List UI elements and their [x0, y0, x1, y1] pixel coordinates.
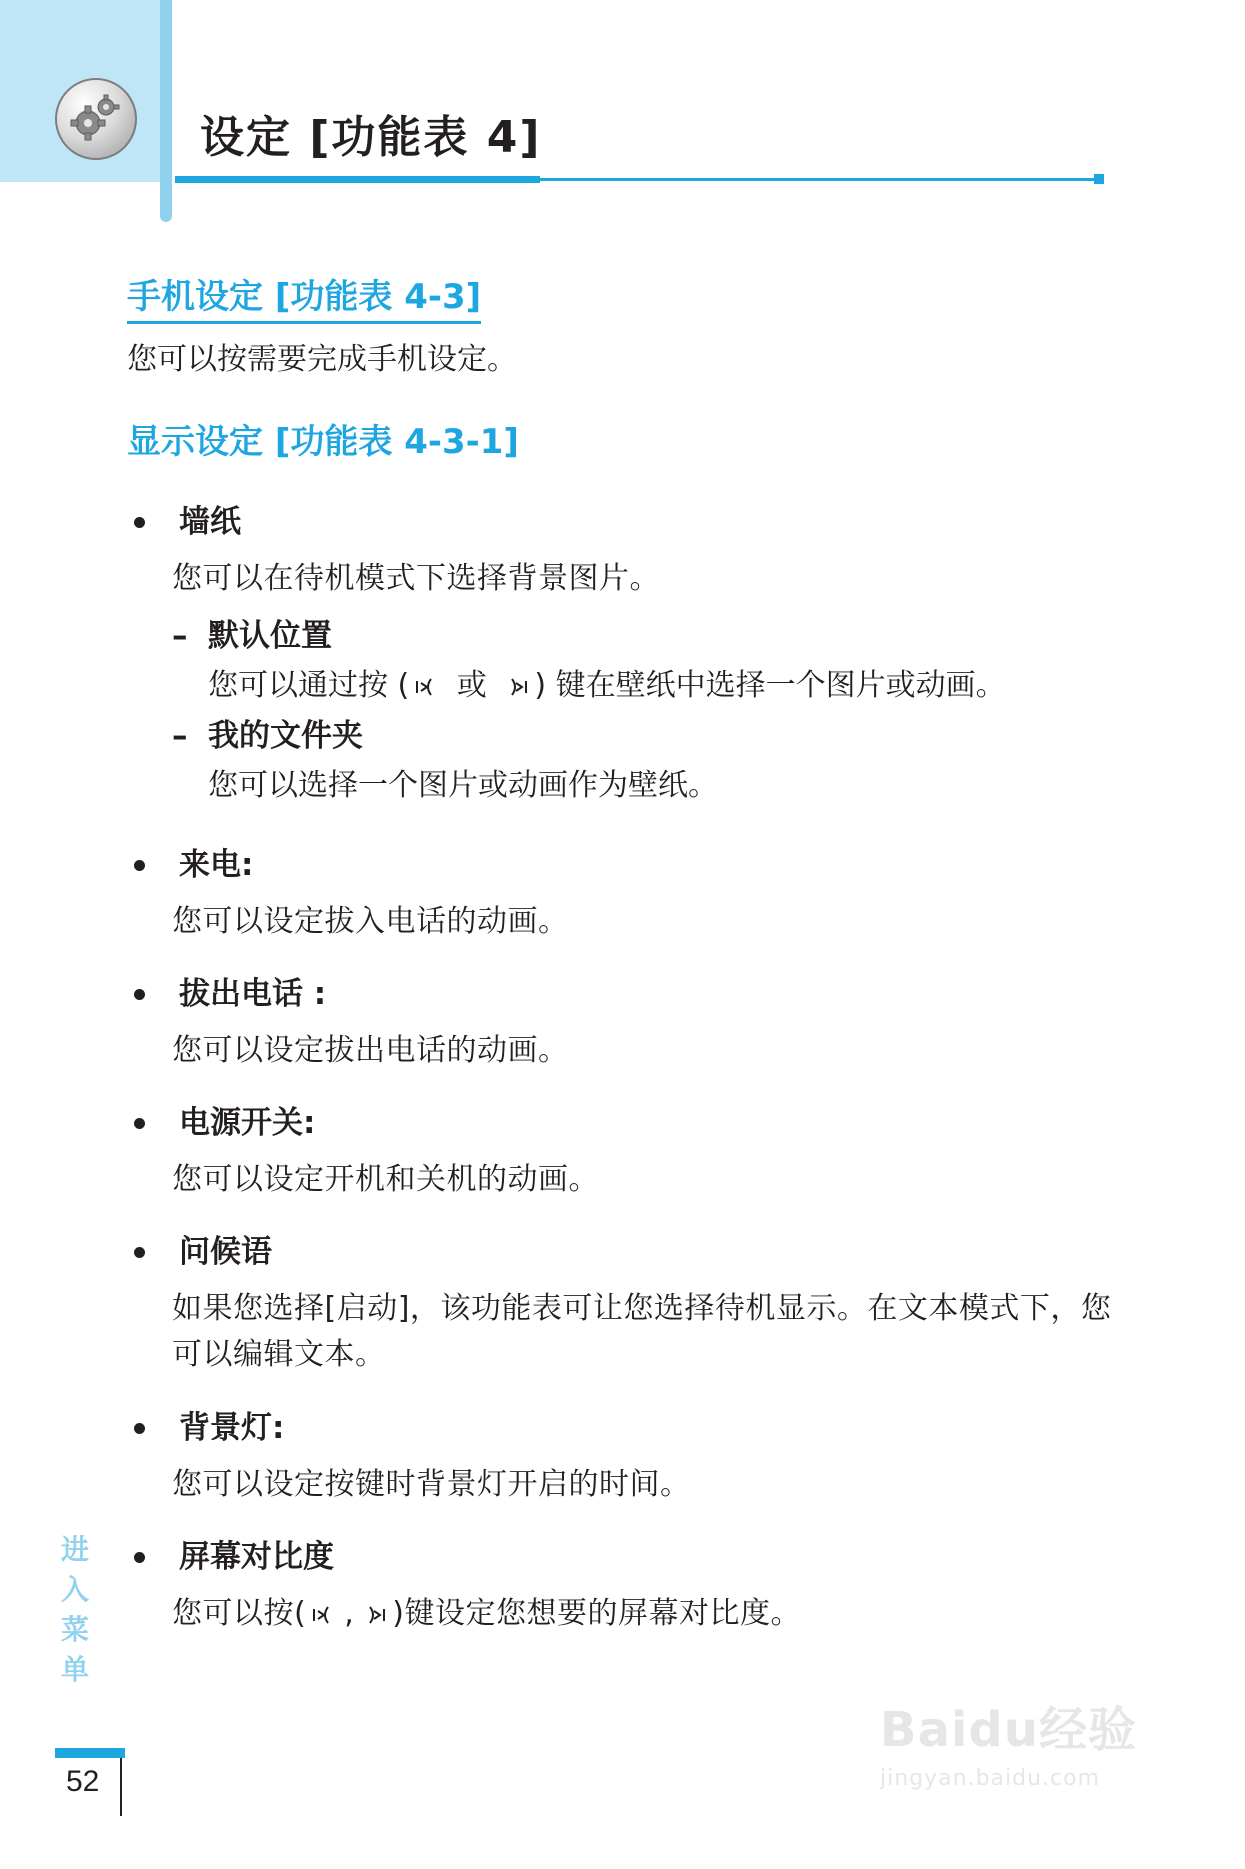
side-section-label: 进入菜单 [60, 1533, 89, 1686]
item-description: 您可以设定开机和关机的动画。 [172, 1162, 599, 1197]
item-description: 您可以设定拔出电话的动画。 [172, 1033, 569, 1068]
list-item-greeting [127, 1232, 1117, 1378]
nav-left-key-icon [411, 673, 445, 701]
paren-close: ) [392, 1596, 405, 1631]
item-title-text: 屏幕对比度 [179, 1539, 334, 1575]
bullet-icon [134, 1118, 145, 1129]
paren-close: ) [534, 668, 547, 703]
bullet-icon [134, 1247, 145, 1258]
bullet-icon [134, 517, 145, 528]
title-underline-thick [175, 176, 540, 183]
watermark [880, 1700, 1180, 1830]
page-title: 设定 [功能表 4] [200, 112, 542, 163]
item-description [172, 1591, 1117, 1637]
footer-divider [120, 1758, 122, 1816]
desc-text-after: 键在壁纸中选择一个图片或动画。 [555, 668, 1006, 703]
item-description: 您可以设定拔入电话的动画。 [172, 904, 569, 939]
item-title [127, 845, 1117, 885]
section-description: 您可以按需要完成手机设定。 [127, 342, 517, 377]
desc-text-before: 您可以按 [172, 1596, 294, 1631]
desc-text-after: 键设定您想要的屏幕对比度。 [404, 1596, 801, 1631]
list-item-incoming-call [127, 845, 1117, 945]
subitem-title [172, 616, 1117, 656]
watermark-logo: Baidu经验 [880, 1702, 1137, 1758]
item-description: 您可以设定按键时背景灯开启的时间。 [172, 1467, 691, 1502]
list-item-backlight [127, 1408, 1117, 1508]
item-title-text: 背景灯: [179, 1410, 285, 1446]
list-item-power-switch [127, 1103, 1117, 1203]
dash-icon: – [172, 618, 188, 654]
subitem-title [172, 716, 1117, 756]
nav-right-key-icon [356, 1601, 390, 1629]
corner-accent-bar [160, 0, 172, 222]
title-underline-thin [540, 178, 1100, 181]
title-underline-end-marker [1094, 174, 1104, 184]
bullet-icon [134, 989, 145, 1000]
item-title-text: 问候语 [179, 1234, 272, 1270]
desc-comma: , [344, 1596, 355, 1631]
item-description: 如果您选择[启动]，该功能表可让您选择待机显示。在文本模式下，您可以编辑文本。 [172, 1291, 1112, 1372]
section-heading: 手机设定 [功能表 4-3] [127, 275, 481, 324]
list-item-screen-contrast [127, 1537, 1117, 1637]
subitem-title-text: 我的文件夹 [208, 718, 363, 754]
subsection-heading: 显示设定 [功能表 4-3-1] [127, 422, 519, 462]
item-title [127, 1537, 1117, 1577]
item-title [127, 974, 1117, 1014]
item-title [127, 1232, 1117, 1272]
page-number: 52 [66, 1765, 100, 1798]
nav-right-key-icon [498, 673, 532, 701]
footer-accent-bar [55, 1748, 125, 1758]
item-title [127, 1408, 1117, 1448]
paren-open: ( [397, 668, 410, 703]
bullet-icon [134, 1423, 145, 1434]
bullet-icon [134, 1552, 145, 1563]
item-title-text: 墙纸 [179, 504, 241, 540]
item-title [127, 502, 1117, 542]
desc-text-before: 您可以通过按 [208, 668, 388, 703]
paren-open: ( [294, 1596, 307, 1631]
item-title-text: 电源开关: [179, 1105, 316, 1141]
list-item-outgoing-call [127, 974, 1117, 1074]
desc-text-or: 或 [456, 668, 487, 703]
item-description: 您可以在待机模式下选择背景图片。 [172, 561, 660, 596]
dash-icon: – [172, 718, 188, 754]
gear-icon [55, 78, 137, 160]
subitem-title-text: 默认位置 [208, 618, 332, 654]
nav-left-key-icon [308, 1601, 342, 1629]
item-title-text: 来电: [179, 847, 254, 883]
bullet-icon [134, 860, 145, 871]
item-title [127, 1103, 1117, 1143]
subitem-description: 您可以选择一个图片或动画作为壁纸。 [208, 768, 718, 803]
watermark-url: jingyan.baidu.com [880, 1766, 1101, 1791]
subitem-my-folder [172, 716, 1117, 808]
list-item-wallpaper [127, 502, 1117, 808]
subitem-description [208, 664, 1117, 708]
item-title-text: 拔出电话 : [179, 976, 327, 1012]
subitem-default-location [172, 616, 1117, 708]
